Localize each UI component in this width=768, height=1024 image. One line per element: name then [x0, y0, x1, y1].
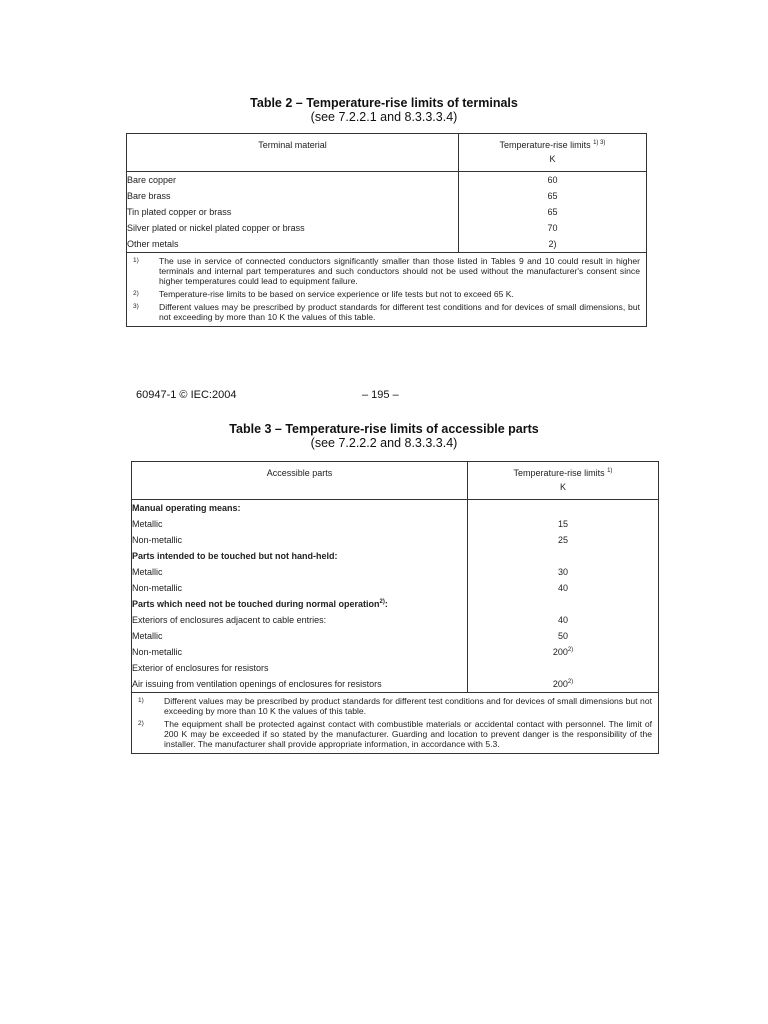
table3-value-cell — [468, 580, 658, 596]
table3-part-cell — [132, 516, 467, 532]
table2-note — [127, 289, 640, 299]
table3-notes-row — [132, 693, 659, 754]
table2-material-column — [127, 172, 459, 253]
table2-value-column — [459, 172, 647, 253]
table3-col2-header: Temperature-rise limits $^{1)}$ K — [468, 462, 659, 500]
table3-caption — [0, 422, 768, 450]
table3-part-cell — [132, 612, 467, 628]
table3-value-cell — [468, 548, 658, 564]
table3-value-text: 200 — [552, 679, 568, 689]
table2-value-cell: 60 — [547, 175, 558, 185]
table2-note-marker: 2) — [133, 290, 139, 297]
table3-col2-footnote-ref: 1) — [607, 468, 613, 474]
table2-note — [127, 256, 640, 286]
table2-note-text: Different values may be prescribed by product standards for different test conditions and for devices of small dimensions, but not exceeding by more than 10 K the values of this table. — [159, 302, 640, 322]
table2-body-row — [127, 172, 647, 253]
table3-part-text: Non-metallic — [132, 583, 183, 593]
table3-value-cell — [468, 500, 658, 516]
table3-note-marker: 1) — [138, 697, 144, 704]
table3-part-cell — [132, 580, 467, 596]
table2-note-text: The use in service of connected conductors significantly smaller than those listed in Tables 9 and 10 could result in higher terminals and internal part temperatures and such conductors should not be used without the manufacturer's consent since higher temperatures could lead to equipment failure. — [159, 256, 640, 286]
table3-note-text: Different values may be prescribed by product standards for different test conditions and for devices of small dimensions but not exceeding by more than 10 K the values of this table. — [164, 696, 652, 716]
table2 — [126, 133, 647, 327]
table3-value-text: 200 — [552, 647, 568, 657]
table2-value-cell: 2) — [548, 239, 557, 249]
table3-value-cell — [468, 596, 658, 612]
table3-body-row — [132, 500, 659, 693]
table3-part-text: Manual operating means: — [132, 503, 241, 513]
page-header-standard: 60947-1 © IEC:2004 — [136, 389, 237, 401]
table3-value-cell — [468, 628, 658, 644]
table3-note-marker: 2) — [138, 720, 144, 727]
table3-header-row — [132, 462, 659, 500]
table2-material-cell: Bare brass — [127, 191, 171, 201]
table2-value-cell: 70 — [547, 223, 558, 233]
table3-value-cell — [468, 676, 658, 692]
table2-note-text: Temperature-rise limits to be based on service experience or life tests but not to exceed 65 K. — [159, 289, 514, 299]
table3-value-footnote-ref: 2) — [567, 679, 574, 685]
table2-unit: K — [549, 154, 556, 164]
table3-part-text: Parts which need not be touched during normal operation — [132, 599, 380, 609]
table3-value-text: 40 — [557, 615, 568, 625]
table3-part-text: Non-metallic — [132, 535, 183, 545]
table3-value-text: 40 — [557, 583, 568, 593]
table3-subtitle: (see 7.2.2.2 and 8.3.3.3.4) — [310, 436, 458, 450]
table3-part-cell — [132, 548, 467, 564]
table3-part-cell — [132, 644, 467, 660]
table3-value-footnote-ref: 2) — [567, 647, 574, 653]
table3-part-text: Metallic — [132, 519, 163, 529]
table3-value-text: 30 — [557, 567, 568, 577]
table3-title: Table 3 – Temperature-rise limits of accessible parts — [229, 422, 539, 436]
table2-material-cell: Other metals — [127, 239, 179, 249]
table3-value-cell — [468, 564, 658, 580]
table3-part-text: Metallic — [132, 631, 163, 641]
table3-part-cell — [132, 628, 467, 644]
page-header-page-number: – 195 – — [362, 389, 399, 401]
table3-part-cell — [132, 500, 467, 516]
table3-value-cell — [468, 532, 658, 548]
table3-value-cell — [468, 644, 658, 660]
table2-col1-header: Terminal material — [127, 134, 459, 172]
table3-part-suffix: : — [384, 599, 388, 609]
table2-notes-row — [127, 253, 647, 327]
table3-note — [132, 719, 652, 749]
table2-col2-footnote-ref: 1) 3) — [593, 140, 606, 146]
table3-part-cell — [132, 676, 467, 692]
table2-header-row — [127, 134, 647, 172]
table3-part-footnote-ref: 2) — [379, 599, 385, 605]
table3-part-text: Metallic — [132, 567, 163, 577]
table3-part-text: Exteriors of enclosures adjacent to cable entries: — [132, 615, 327, 625]
table2-value-cell: 65 — [547, 191, 558, 201]
table3-col1-header: Accessible parts — [132, 462, 468, 500]
table3-part-column — [132, 500, 468, 693]
table2-note-marker: 3) — [133, 303, 139, 310]
table3-part-text: Exterior of enclosures for resistors — [132, 663, 269, 673]
table2-caption — [0, 96, 768, 124]
table2-material-cell: Silver plated or nickel plated copper or brass — [127, 223, 305, 233]
table2-notes — [127, 253, 647, 327]
table3-part-cell — [132, 532, 467, 548]
table3-value-column — [468, 500, 659, 693]
table3-note — [132, 696, 652, 716]
table3-notes — [132, 693, 659, 754]
table3-value-text: 50 — [557, 631, 568, 641]
table3-value-cell — [468, 612, 658, 628]
table3-part-text: Non-metallic — [132, 647, 183, 657]
table3-value-text: 15 — [557, 519, 568, 529]
table3-part-text: Air issuing from ventilation openings of enclosures for resistors — [132, 679, 382, 689]
table3-value-cell — [468, 516, 658, 532]
table3-value-cell — [468, 660, 658, 676]
table2-note — [127, 302, 640, 322]
table2-title: Table 2 – Temperature-rise limits of terminals — [250, 96, 518, 110]
table3 — [131, 461, 659, 754]
table3-unit: K — [559, 482, 566, 492]
table3-part-text: Parts intended to be touched but not hand-held: — [132, 551, 338, 561]
table3-part-cell — [132, 660, 467, 676]
table2-material-cell: Tin plated copper or brass — [127, 207, 232, 217]
table3-value-text: 25 — [557, 535, 568, 545]
table3-part-cell — [132, 596, 467, 612]
table2-material-cell: Bare copper — [127, 175, 177, 185]
table3-note-text: The equipment shall be protected against contact with combustible materials or accidental contact with personnel. The limit of 200 K may be exceeded if so stated by the manufacturer. Guarding and location to prevent danger is the responsibility of the installer. The manufacturer shall provide appropriate information, in accordance with 5.3. — [164, 719, 652, 749]
table2-note-marker: 1) — [133, 257, 139, 264]
table3-part-cell — [132, 564, 467, 580]
table2-value-cell: 65 — [547, 207, 558, 217]
table2-col2-header: Temperature-rise limits $^{1) 3)}$ K — [459, 134, 647, 172]
table2-subtitle: (see 7.2.2.1 and 8.3.3.3.4) — [310, 110, 458, 124]
